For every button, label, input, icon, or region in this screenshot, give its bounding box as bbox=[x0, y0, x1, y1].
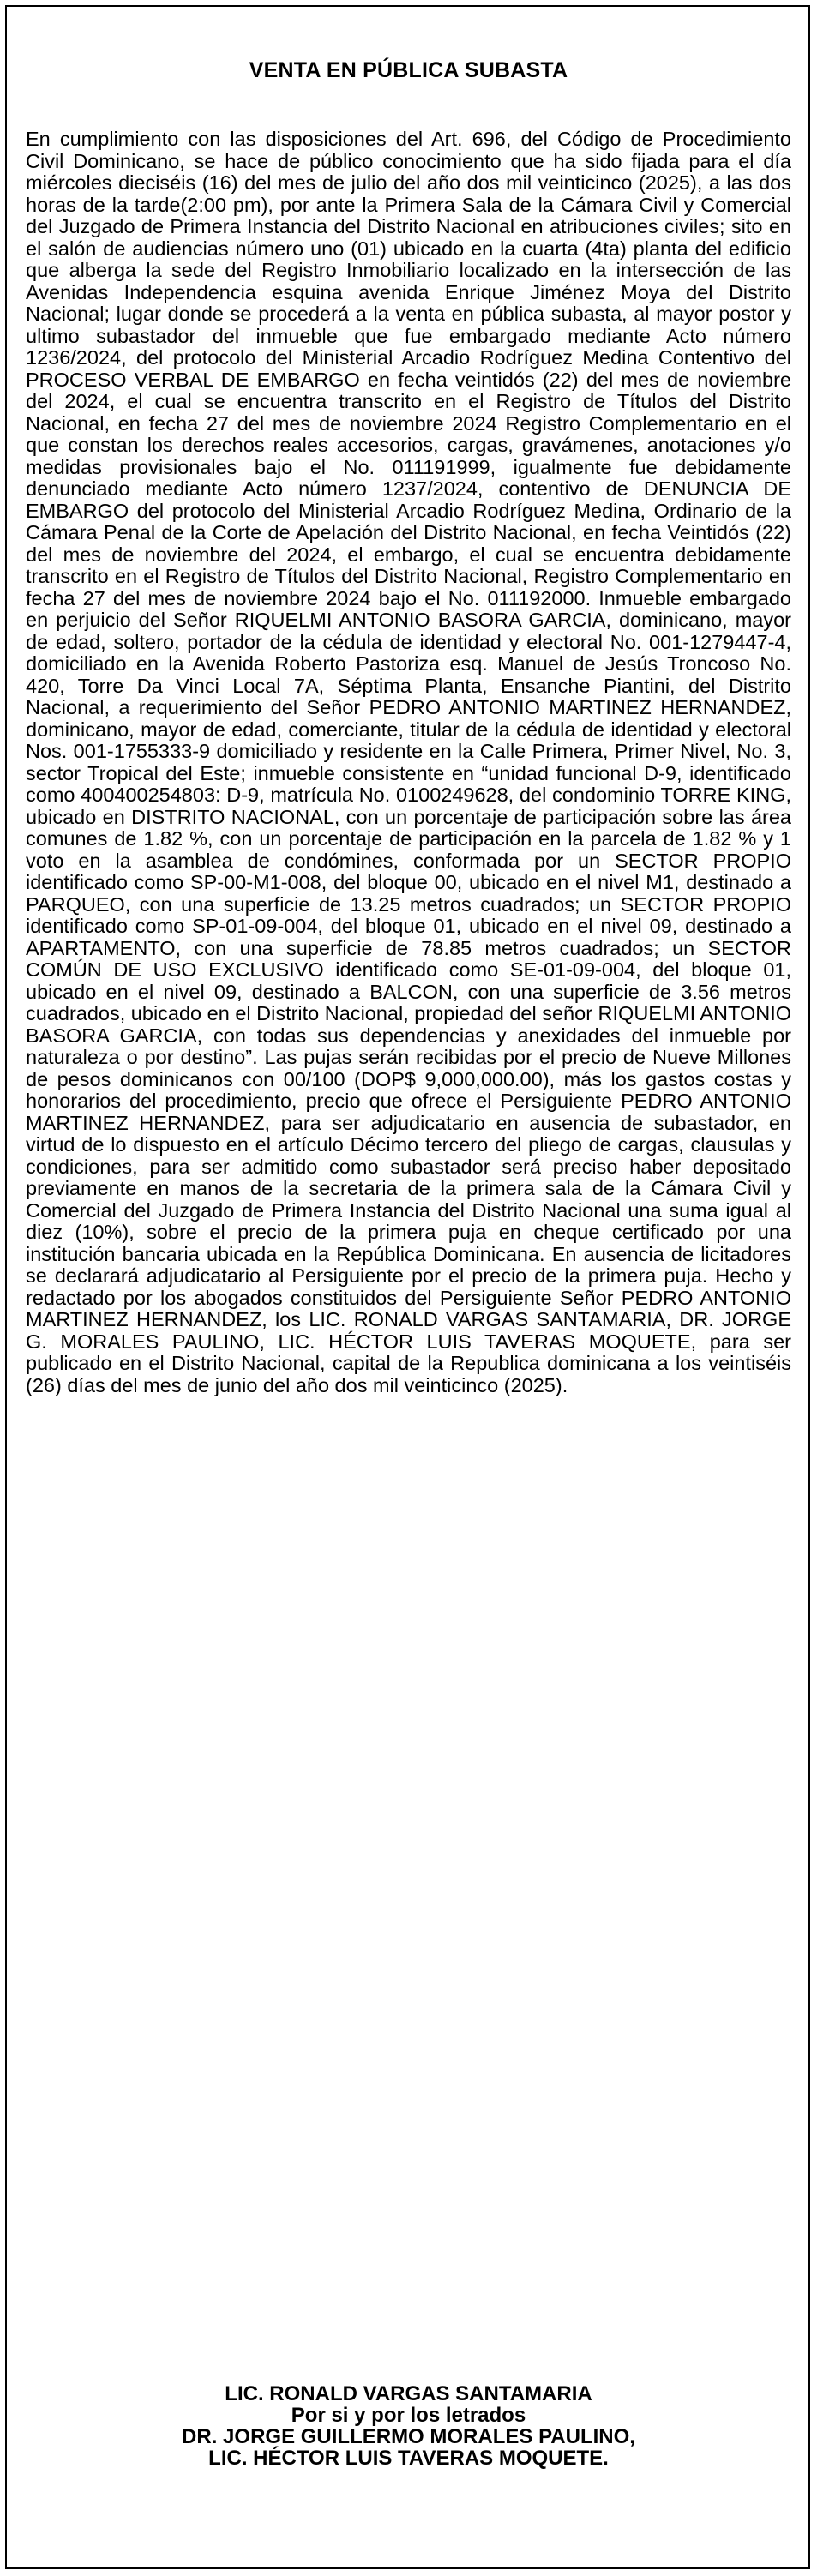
signature-name: LIC. RONALD VARGAS SANTAMARIA bbox=[225, 2382, 592, 2405]
signature-co-counsel-1: DR. JORGE GUILLERMO MORALES PAULINO, bbox=[182, 2425, 635, 2448]
signature-block bbox=[0, 2383, 817, 2469]
notice-body: En cumplimiento con las disposiciones del Art. 696, del Código de Procedimiento Civil Dominicano, se hace de público conocimiento que ha sido fijada para el día miércoles dieciséis (16) del mes de julio del año dos mil veinticinco (2025), a las dos horas de la tarde(2:00 pm), por ante la Primera Sala de la Cámara Civil y Comercial del Juzgado de Primera Instancia del Distrito Nacional en atribuciones civiles; sito en el salón de audiencias número uno (01) ubicado en la cuarta (4ta) planta del edificio que alberga la sede del Registro Inmobiliario localizado en la intersección de las Avenidas Independencia esquina avenida Enrique Jiménez Moya del Distrito Nacional; lugar donde se procederá a la venta en pública subasta, al mayor postor y ultimo subastador del inmueble que fue embargado mediante Acto número 1236/2024, del protocolo del Ministerial Arcadio Rodríguez Medina Contentivo del PROCESO VERBAL DE EMBARGO en fecha veintidós (22) del mes de noviembre del 2024, el cual se encuentra transcrito en el Registro de Títulos del Distrito Nacional, en fecha 27 del mes de noviembre 2024 Registro Complementario en el que constan los derechos reales accesorios, cargas, gravámenes, anotaciones y/o medidas provisionales bajo el No. 011191999, igualmente fue debidamente denunciado mediante Acto número 1237/2024, contentivo de DENUNCIA DE EMBARGO del protocolo del Ministerial Arcadio Rodríguez Medina, Ordinario de la Cámara Penal de la Corte de Apelación del Distrito Nacional, en fecha Veintidós (22) del mes de noviembre del 2024, el embargo, el cual se encuentra debidamente transcrito en el Registro de Títulos del Distrito Nacional, Registro Complementario en fecha 27 del mes de noviembre 2024 bajo el No. 011192000. Inmueble embargado en perjuicio del Señor RIQUELMI ANTONIO BASORA GARCIA, dominicano, mayor de edad, soltero, portador de la cédula de identidad y electoral No. 001-1279447-4, domiciliado en la Avenida Roberto Pastoriza esq. Manuel de Jesús Troncoso No. 420, Torre Da Vinci Local 7A, Séptima Planta, Ensanche Piantini, del Distrito Nacional, a requerimiento del Señor PEDRO ANTONIO MARTINEZ HERNANDEZ, dominicano, mayor de edad, comerciante, titular de la cédula de identidad y electoral Nos. 001-1755333-9 domiciliado y residente en la Calle Primera, Primer Nivel, No. 3, sector Tropical del Este; inmueble consistente en “unidad funcional D-9, identificado como 400400254803: D-9, matrícula No. 0100249628, del condominio TORRE KING, ubicado en DISTRITO NACIONAL, con un porcentaje de participación sobre las área comunes de 1.82 %, con un porcentaje de participación en la parcela de 1.82 % y 1 voto en la asamblea de condómines, conformada por un SECTOR PROPIO identificado como SP-00-M1-008, del bloque 00, ubicado en el nivel M1, destinado a PARQUEO, con una superficie de 13.25 metros cuadrados; un SECTOR PROPIO identificado como SP-01-09-004, del bloque 01, ubicado en el nivel 09, destinado a APARTAMENTO, con una superficie de 78.85 metros cuadrados; un SECTOR COMÚN DE USO EXCLUSIVO identificado como SE-01-09-004, del bloque 01, ubicado en el nivel 09, destinado a BALCON, con una superficie de 3.56 metros cuadrados, ubicado en el Distrito Nacional, propiedad del señor RIQUELMI ANTONIO BASORA GARCIA, con todas sus dependencias y anexidades del inmueble por naturaleza o por destino”. Las pujas serán recibidas por el precio de Nueve Millones de pesos dominicanos con 00/100 (DOP$ 9,000,000.00), más los gastos costas y honorarios del procedimiento, precio que ofrece el Persiguiente PEDRO ANTONIO MARTINEZ HERNANDEZ, para ser adjudicatario en ausencia de subastador, en virtud de lo dispuesto en el artículo Décimo tercero del pliego de cargas, clausulas y condiciones, para ser admitido como subastador será preciso haber depositado previamente en manos de la secretaria de la primera sala de la Cámara Civil y Comercial del Juzgado de Primera Instancia del Distrito Nacional una suma igual al diez (10%), sobre el precio de la primera puja en cheque certificado por una institución bancaria ubicada en la República Dominicana. En ausencia de licitadores se declarará adjudicatario al Persiguiente por el precio de la primera puja. Hecho y redactado por los abogados constituidos del Persiguiente Señor PEDRO ANTONIO MARTINEZ HERNANDEZ, los LIC. RONALD VARGAS SANTAMARIA, DR. JORGE G. MORALES PAULINO, LIC. HÉCTOR LUIS TAVERAS MOQUETE, para ser publicado en el Distrito Nacional, capital de la Republica dominicana a los veintiséis (26) días del mes de junio del año dos mil veinticinco (2025). bbox=[26, 128, 792, 1396]
signature-subtitle: Por si y por los letrados bbox=[291, 2404, 526, 2427]
signature-co-counsel-2: LIC. HÉCTOR LUIS TAVERAS MOQUETE. bbox=[208, 2447, 609, 2470]
notice-title: VENTA EN PÚBLICA SUBASTA bbox=[249, 58, 568, 82]
